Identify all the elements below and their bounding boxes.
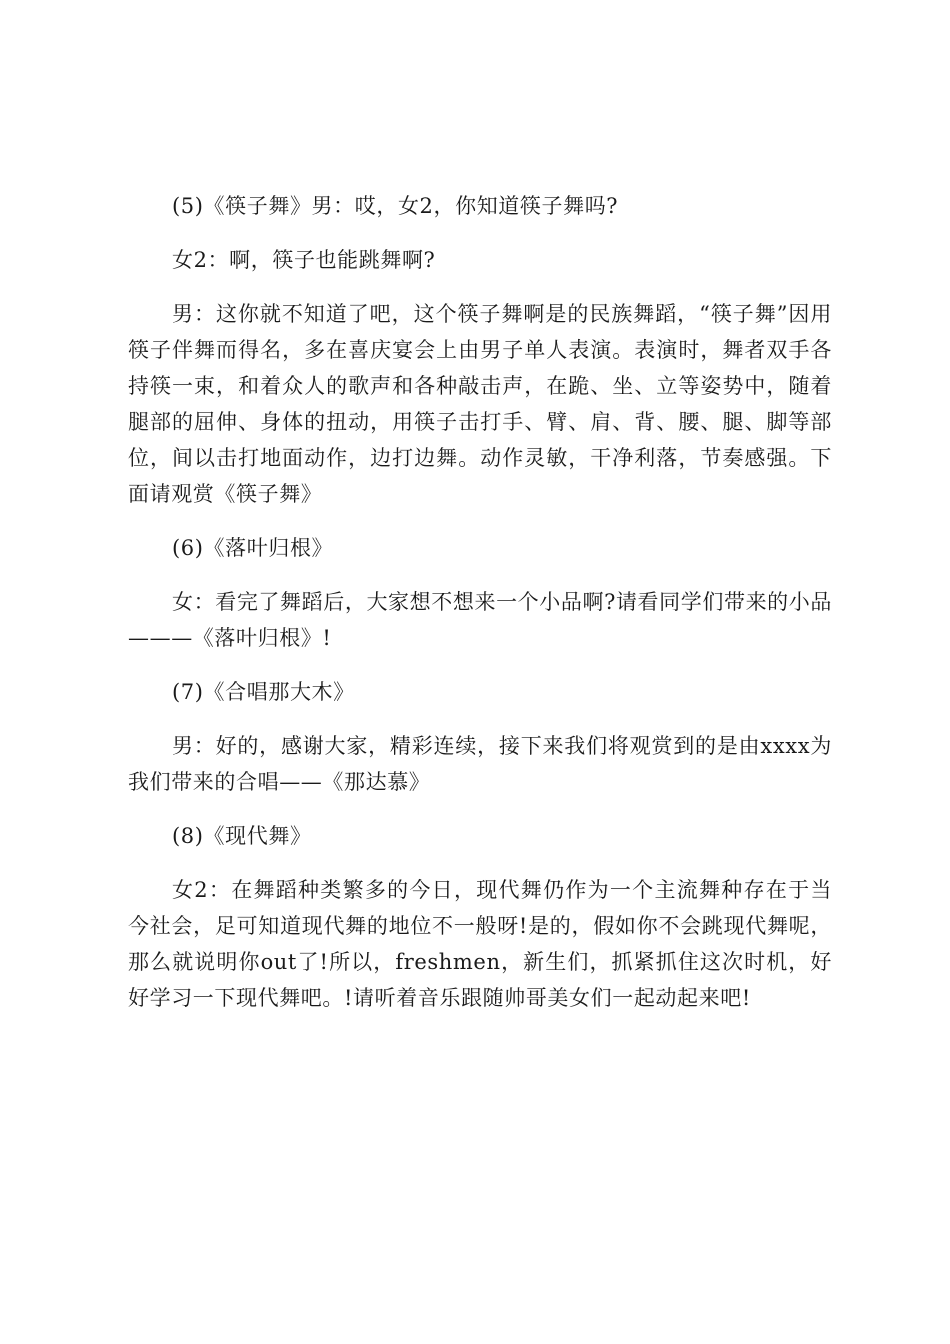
paragraph-section-6-title: (6)《落叶归根》 bbox=[172, 536, 334, 560]
paragraph-chopstick-dance-intro: (5)《筷子舞》男：哎，女2，你知道筷子舞吗? bbox=[172, 194, 619, 218]
document-body bbox=[128, 188, 832, 1034]
paragraph-modern-dance-intro: 女2：在舞蹈种类繁多的今日，现代舞仍作为一个主流舞种存在于当今社会，足可知道现代舞的地位不一般呀!是的，假如你不会跳现代舞呢，那么就说明你out了!所以，freshmen，新生们，抓紧抓住这次时机，好好学习一下现代舞吧。!请听着音乐跟随帅哥美女们一起动起来吧! bbox=[128, 878, 832, 1010]
paragraph-section-7-title: (7)《合唱那大木》 bbox=[172, 680, 355, 704]
paragraph-skit-intro: 女：看完了舞蹈后，大家想不想来一个小品啊?请看同学们带来的小品———《落叶归根》! bbox=[128, 590, 832, 650]
paragraph-chopstick-dance-description: 男：这你就不知道了吧，这个筷子舞啊是的民族舞蹈，“筷子舞”因用筷子伴舞而得名，多在喜庆宴会上由男子单人表演。表演时，舞者双手各持筷一束，和着众人的歌声和各种敲击声，在跪、坐、立等姿势中，随着腿部的屈伸、身体的扭动，用筷子击打手、臂、肩、背、腰、腿、脚等部位，间以击打地面动作，边打边舞。动作灵敏，干净利落，节奏感强。下面请观赏《筷子舞》 bbox=[128, 302, 832, 506]
paragraph-female2-reply: 女2：啊，筷子也能跳舞啊? bbox=[172, 248, 436, 272]
paragraph-section-8-title: (8)《现代舞》 bbox=[172, 824, 312, 848]
paragraph-chorus-intro: 男：好的，感谢大家，精彩连续，接下来我们将观赏到的是由xxxx为我们带来的合唱——《那达慕》 bbox=[128, 734, 832, 794]
